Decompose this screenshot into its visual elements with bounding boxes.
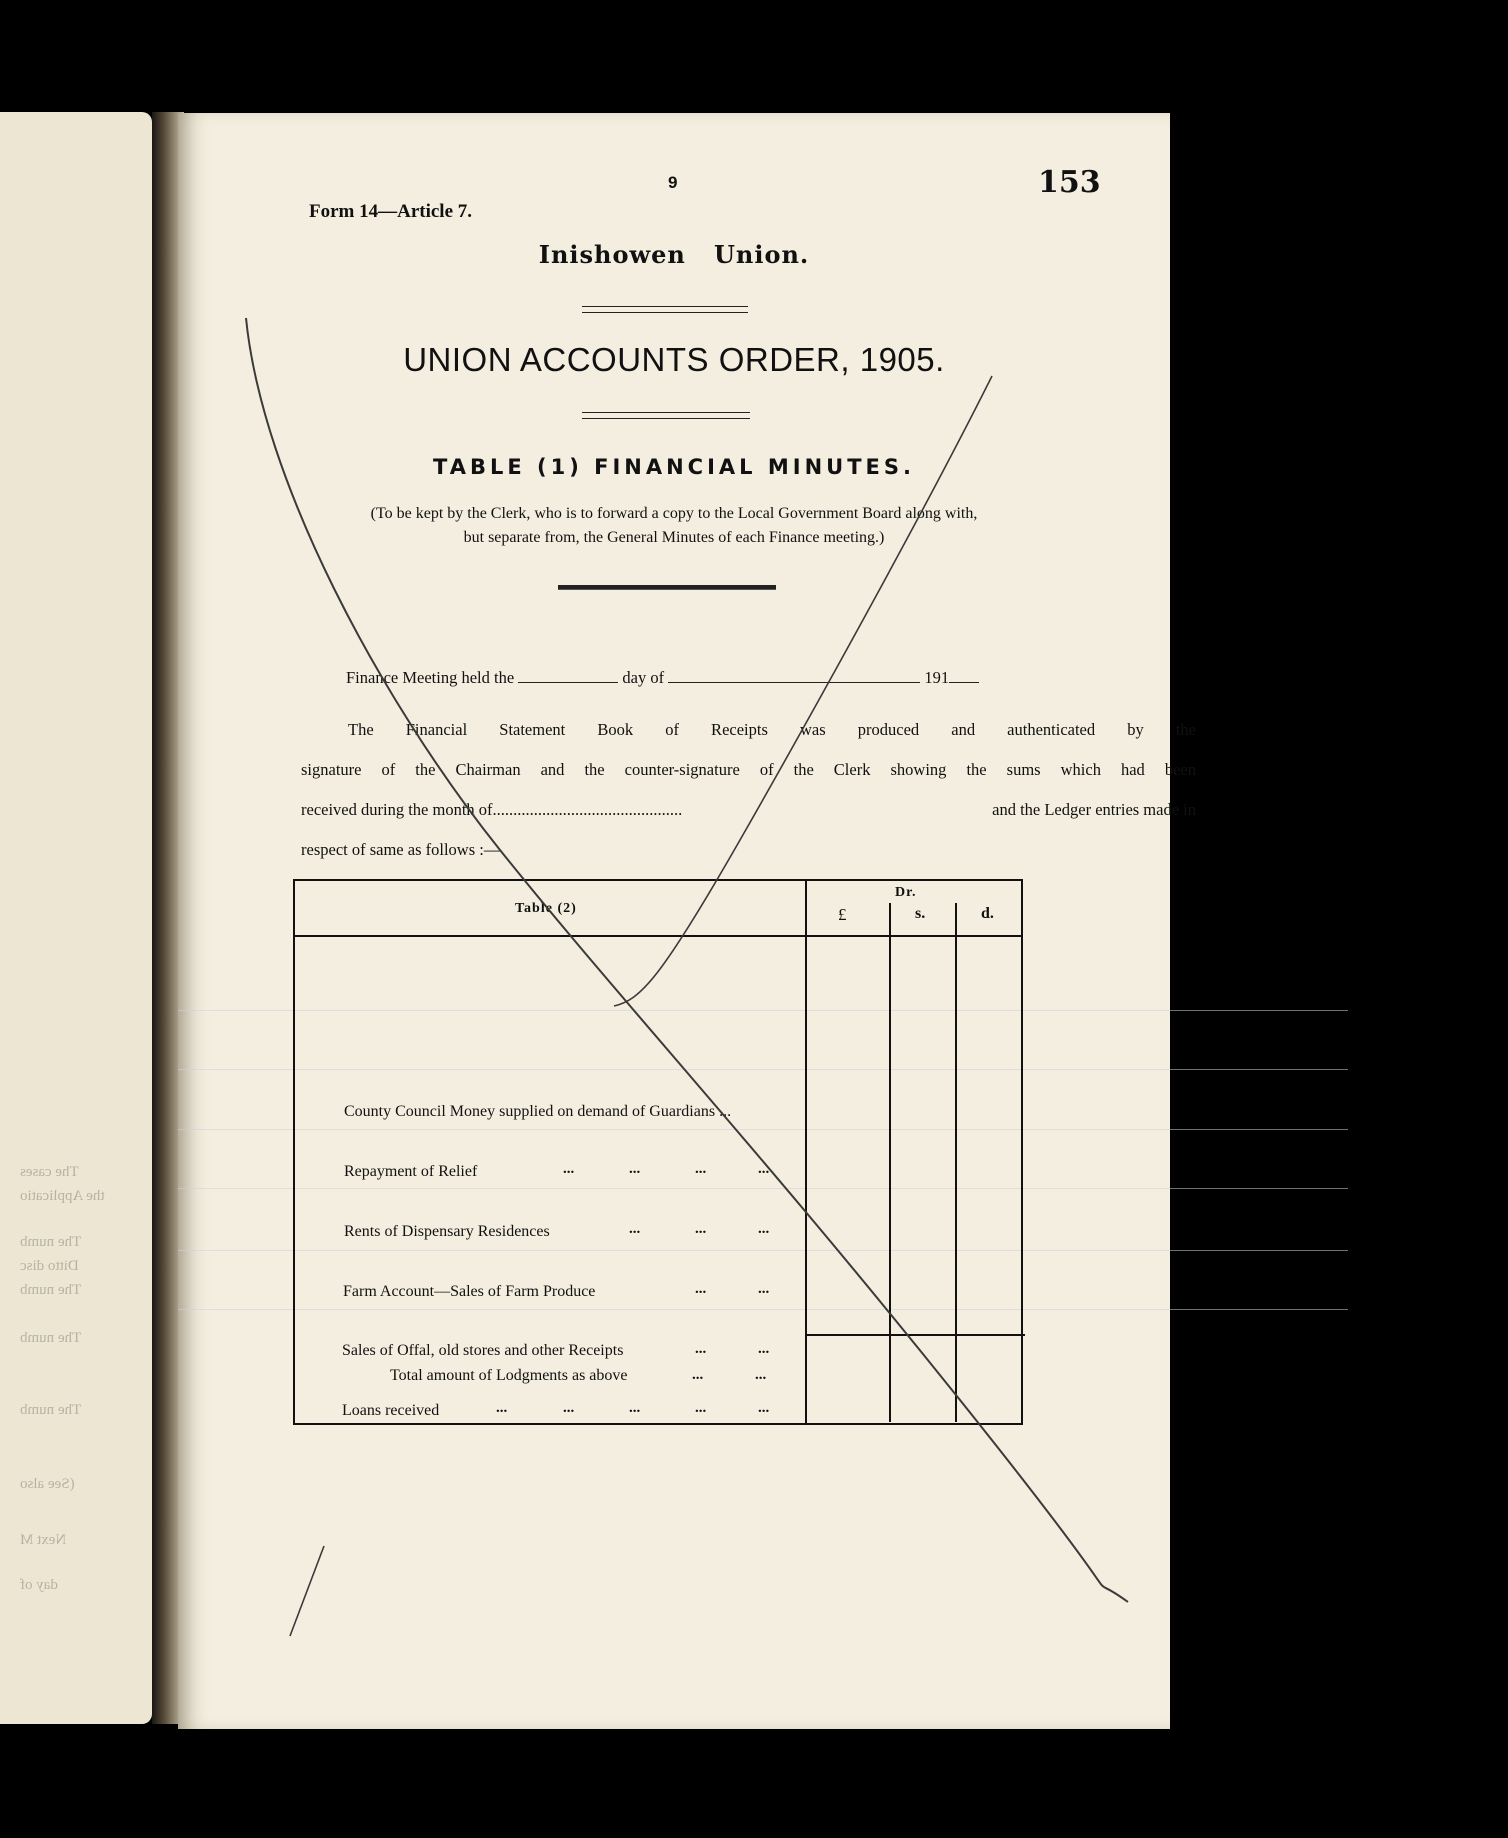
pence-column-header: d. [981,905,994,922]
leader-dots: ... [629,1161,641,1177]
form-reference: Form 14—Article 7. [309,201,473,222]
pounds-column-header: £ [838,905,847,924]
leader-dots: ... [755,1367,767,1383]
bleed-through-text: Next M [20,1532,67,1548]
leader-dots: ... [695,1400,707,1416]
leader-dots: ... [758,1281,770,1297]
leader-dots: ... [563,1161,575,1177]
total-row-label: Total amount of Lodgments as above [390,1367,628,1384]
leader-dots: ... [692,1367,704,1383]
meeting-held-label: Finance Meeting held the [346,668,515,687]
table-row-label: Sales of Offal, old stores and other Receipts [342,1342,624,1359]
leader-dots: ... [695,1281,707,1297]
instruction-note-line: (To be kept by the Clerk, who is to forward a copy to the Local Government Board along with, [370,505,978,522]
pencil-stroke [614,376,992,1006]
table-row-label: County Council Money supplied on demand of Guardians ... [344,1103,732,1120]
bleed-through-text: day of [20,1577,58,1593]
bleed-through-text: the Applicatio [20,1188,105,1204]
leader-dots: ... [695,1221,707,1237]
shillings-column-header: s. [915,905,926,922]
folio-number: 153 [1038,165,1101,200]
leader-dots: ... [758,1341,770,1357]
leader-dots: ... [629,1400,641,1416]
pencil-stroke [246,318,1128,1602]
table-row-label: Rents of Dispensary Residences [344,1223,550,1240]
day-of-label: day of [622,668,665,687]
statement-line: The Financial Statement Book of Receipts was produced and authenticated by the [348,720,1196,739]
table-row-label: Repayment of Relief [344,1163,478,1180]
table-row-label: Farm Account—Sales of Farm Produce [343,1283,596,1300]
statement-line: signature of the Chairman and the counter-signature of the Clerk showing the sums which had been [301,760,1196,779]
leader-dots: ... [758,1400,770,1416]
leader-dots: ... [695,1161,707,1177]
table-row-label: Loans received [342,1402,440,1419]
leader-dots: ... [695,1341,707,1357]
union-title: Inishowen Union. [538,240,810,269]
table-title: TABLE (1) FINANCIAL MINUTES. [433,455,915,479]
leader-dots: ... [563,1400,575,1416]
dr-label: Dr. [895,885,917,900]
bleed-through-text: The numb [20,1282,82,1298]
bleed-through-text: The numb [20,1402,82,1418]
leader-dots: ... [758,1221,770,1237]
table-header-label: Table (2) [515,901,577,916]
instruction-note-line: but separate from, the General Minutes of each Finance meeting.) [463,529,885,546]
leader-dots: ... [496,1400,508,1416]
pencil-stroke [290,1546,324,1636]
year-prefix: 191 [924,668,950,687]
order-title: UNION ACCOUNTS ORDER, 1905. [403,341,945,378]
bleed-through-text: The cases [20,1164,79,1180]
bleed-through-text: Ditto disc [20,1258,79,1274]
statement-ledger-text: and the Ledger entries made in [992,800,1196,819]
page-number: 9 [668,173,678,192]
leader-dots: ... [629,1221,641,1237]
statement-month-text: received during the month of.............................................. [301,800,683,819]
bleed-through-text: The numb [20,1234,82,1250]
statement-line: respect of same as follows :— [301,840,501,859]
leader-dots: ... [758,1161,770,1177]
bleed-through-text: The numb [20,1330,82,1346]
bleed-through-text: (See also [20,1476,75,1492]
